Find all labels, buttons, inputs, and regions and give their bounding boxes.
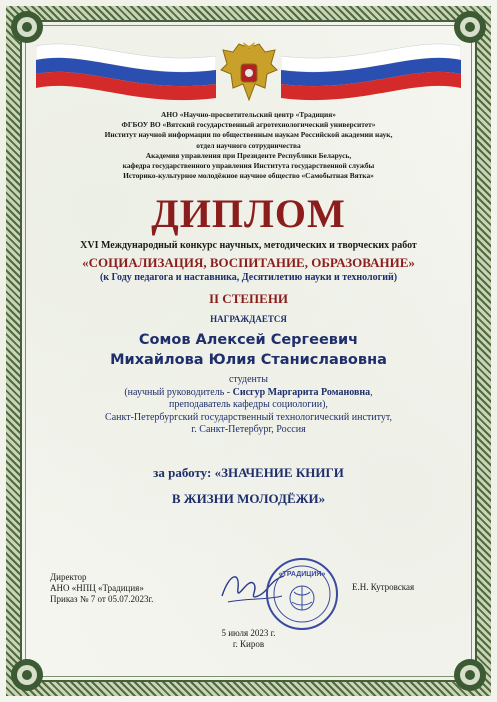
recipient-details bbox=[30, 374, 467, 437]
awarded-label: НАГРАЖДАЕТСЯ bbox=[210, 314, 287, 324]
organizer-line: Институт научной информации по общественным наукам Российской академии наук, bbox=[104, 130, 393, 140]
city: г. Санкт-Петербург, Россия bbox=[191, 424, 306, 435]
organizer-line: отдел научного сотрудничества bbox=[196, 140, 301, 150]
organization-seal-icon bbox=[264, 556, 340, 632]
corner-ornament-icon bbox=[447, 652, 493, 698]
organizer-line: кафедра государственного управления Института государственной службы bbox=[122, 161, 375, 171]
signatory-name: Е.Н. Кутровская bbox=[352, 582, 415, 592]
seal-text: «ТРАДИЦИЯ» bbox=[278, 571, 326, 578]
organizer-line: АНО «Научно-просветительский центр «Традиция» bbox=[161, 110, 336, 119]
issue-place: г. Киров bbox=[232, 639, 265, 649]
corner-ornament-icon bbox=[4, 652, 50, 698]
contest-name: «СОЦИАЛИЗАЦИЯ, ВОСПИТАНИЕ, ОБРАЗОВАНИЕ» bbox=[82, 255, 415, 270]
order-number: Приказ № 7 от 05.07.2023г. bbox=[50, 594, 154, 604]
diploma-title: ДИПЛОМ bbox=[151, 191, 346, 236]
recipient-name: Михайлова Юлия Станиславовна bbox=[110, 352, 387, 368]
organizer-line: Академия управления при Президенте Республики Беларусь, bbox=[145, 150, 352, 160]
work-title-line: за работу: «ЗНАЧЕНИЕ КНИГИ bbox=[153, 465, 344, 480]
contest-subtitle: (к Году педагога и наставника, Десятилетию науки и технологий) bbox=[99, 272, 398, 283]
recipient-name: Сомов Алексей Сергеевич bbox=[138, 332, 359, 348]
institution: Санкт-Петербургский государственный технологический институт, bbox=[105, 411, 392, 423]
organizers bbox=[30, 110, 467, 181]
supervisor-name: Сисгур Маргарита Романовна bbox=[232, 386, 371, 398]
work-title bbox=[30, 460, 467, 512]
supervisor-suffix: , bbox=[370, 386, 373, 398]
supervisor-line bbox=[30, 387, 467, 400]
russian-flag-ribbon-icon bbox=[36, 36, 216, 106]
signatory-block bbox=[50, 572, 153, 605]
russian-flag-ribbon-icon bbox=[281, 36, 461, 106]
position: преподаватель кафедры социологии), bbox=[169, 399, 328, 410]
recipients bbox=[30, 330, 467, 370]
signatory-role: Директор bbox=[50, 572, 87, 582]
issue-date: 5 июля 2023 г. bbox=[221, 628, 276, 638]
degree: II СТЕПЕНИ bbox=[208, 291, 289, 306]
role: студенты bbox=[228, 374, 268, 385]
coat-of-arms-icon bbox=[219, 40, 279, 108]
work-title-line: В ЖИЗНИ МОЛОДЁЖИ» bbox=[171, 491, 326, 506]
organizer-line: ФГБОУ ВО «Вятский государственный агротехнологический университет» bbox=[121, 120, 376, 130]
supervisor-prefix: (научный руководитель - bbox=[124, 386, 233, 398]
contest-line: XVI Международный конкурс научных, методических и творческих работ bbox=[80, 240, 417, 251]
signatory-org: АНО «НПЦ «Традиция» bbox=[50, 583, 144, 593]
organizer-line: Историко-культурное молодёжное научное общество «Самобытная Вятка» bbox=[123, 171, 374, 181]
issue-date-place bbox=[0, 628, 497, 650]
